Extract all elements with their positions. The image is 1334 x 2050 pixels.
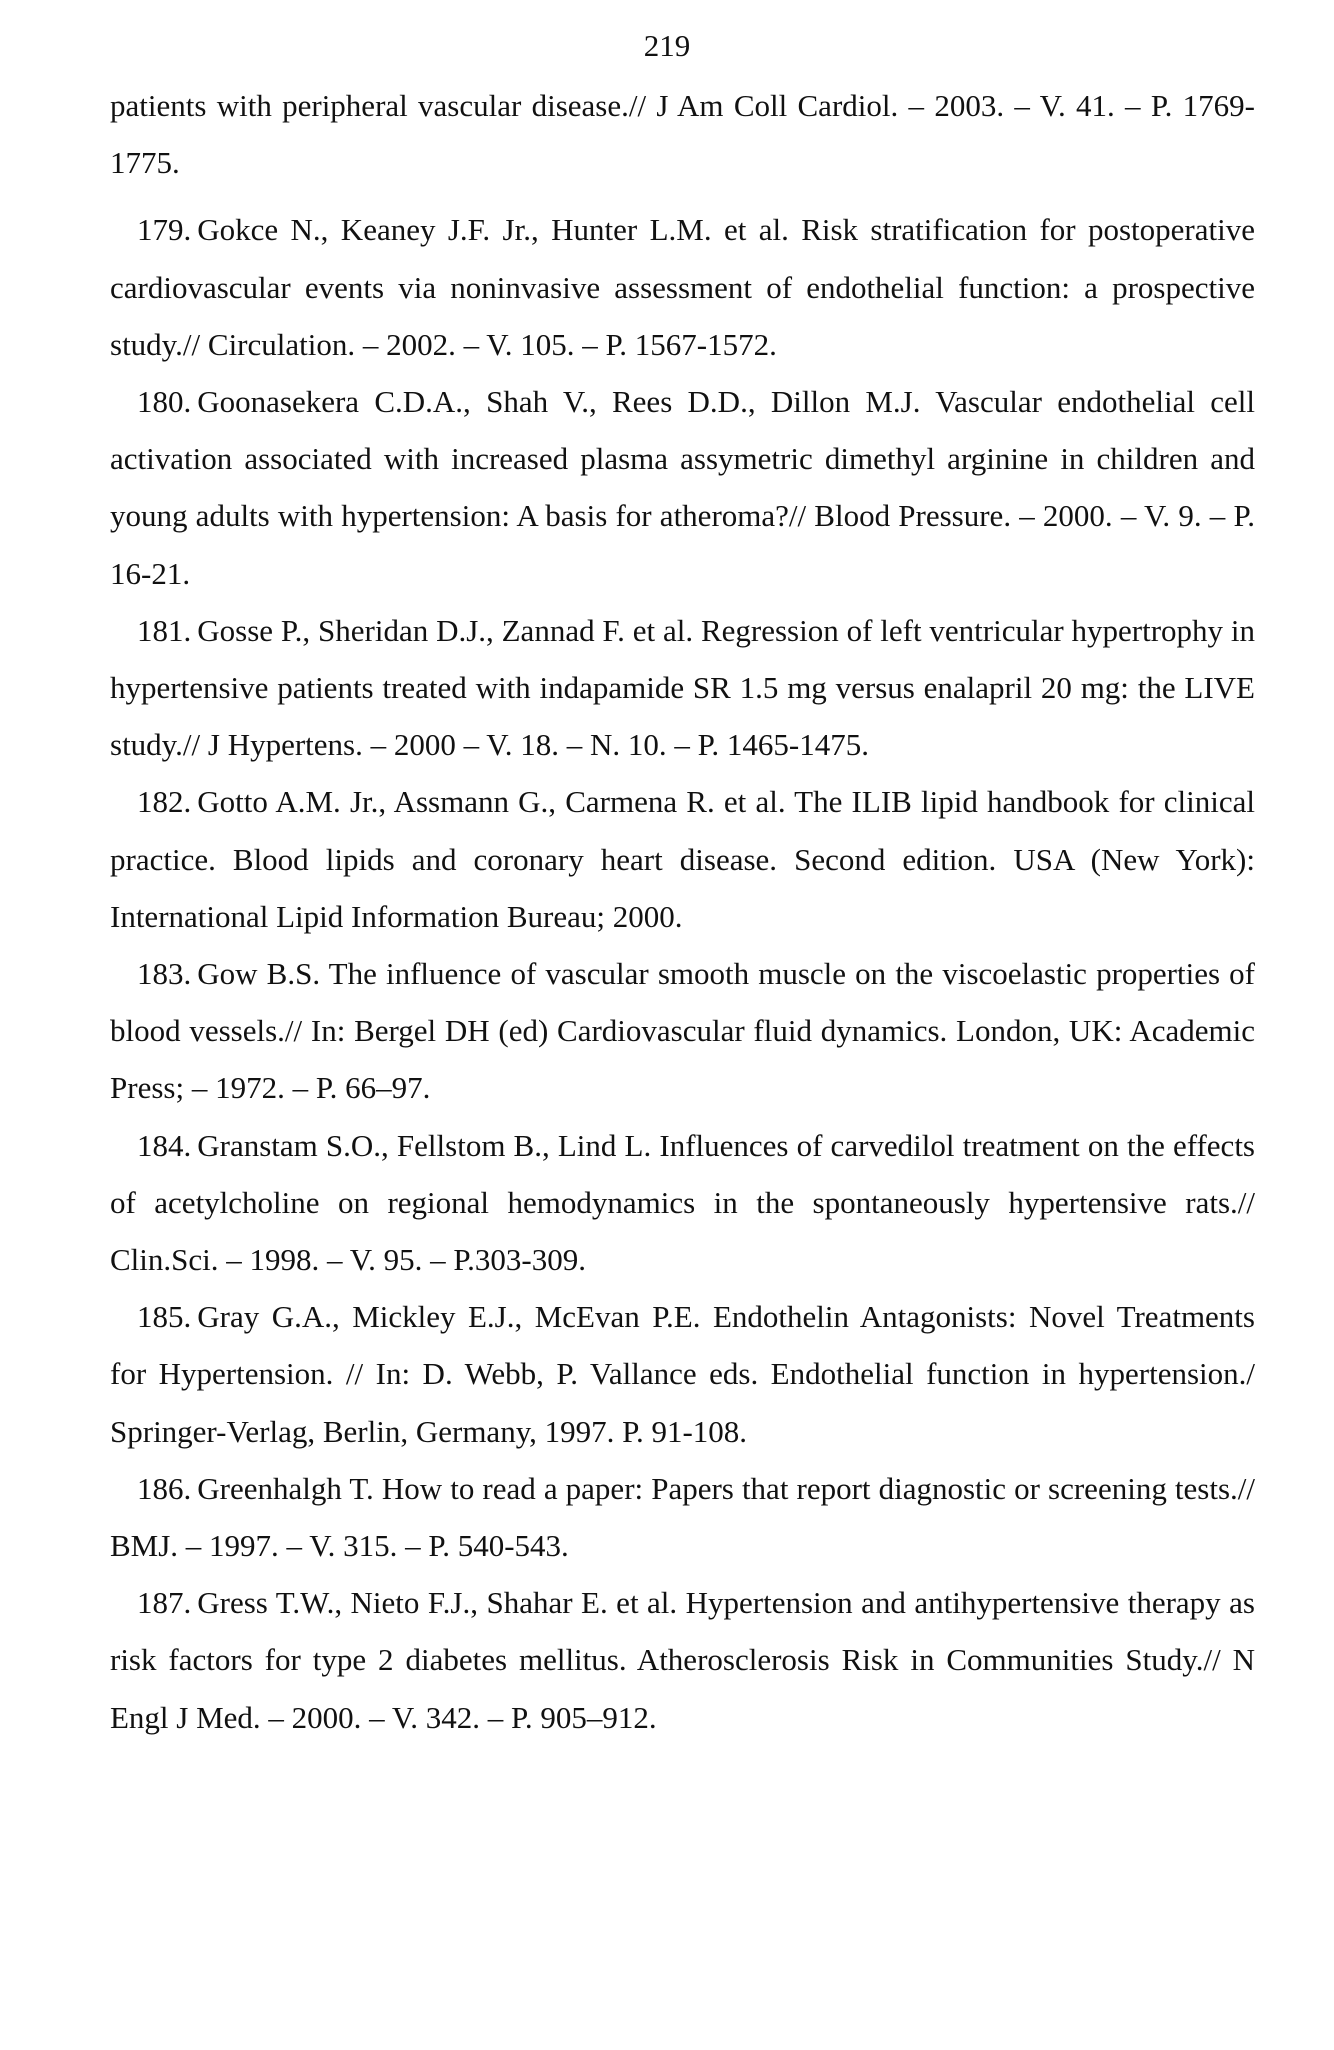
reference-text: Gray G.A., Mickley E.J., McEvan P.E. Endothelin Antagonists: Novel Treatments for Hypertension. // In: D. Webb, P. Vallance eds. Endothelial function in hypertension./ Springer-Verlag, Berlin, Germany, 1997. P. 91-108. bbox=[110, 1299, 1255, 1449]
reference-item bbox=[110, 773, 1255, 945]
reference-text: Gress T.W., Nieto F.J., Shahar E. et al. Hypertension and antihypertensive therapy as risk factors for type 2 diabetes mellitus. Atherosclerosis Risk in Communities Study.// N Engl J Med. – 2000. – V. 342. – P. 905–912. bbox=[110, 1585, 1255, 1735]
reference-item bbox=[110, 602, 1255, 774]
reference-continuation-text: patients with peripheral vascular disease.// J Am Coll Cardiol. – 2003. – V. 41. – P. 1769-1775. bbox=[110, 88, 1255, 181]
reference-number: 182. bbox=[137, 784, 192, 820]
reference-number: 185. bbox=[137, 1299, 192, 1335]
reference-text: Gokce N., Keaney J.F. Jr., Hunter L.M. et al. Risk stratification for postoperative cardiovascular events via noninvasive assessment of endothelial function: a prospective study.// Circulation. – 2002. – V. 105. – P. 1567-1572. bbox=[110, 212, 1255, 362]
reference-item bbox=[110, 201, 1255, 373]
reference-list bbox=[110, 77, 1255, 1746]
reference-number: 180. bbox=[137, 384, 192, 420]
reference-item bbox=[110, 1574, 1255, 1746]
reference-number: 179. bbox=[137, 212, 192, 248]
reference-item bbox=[110, 1460, 1255, 1574]
reference-number: 181. bbox=[137, 612, 192, 648]
reference-text: Granstam S.O., Fellstom B., Lind L. Influences of carvedilol treatment on the effects of acetylcholine on regional hemodynamics in the spontaneously hypertensive rats.// Clin.Sci. – 1998. – V. 95. – P.303-309. bbox=[110, 1127, 1255, 1278]
reference-number: 187. bbox=[137, 1585, 192, 1621]
reference-text: Goonasekera C.D.A., Shah V., Rees D.D., Dillon M.J. Vascular endothelial cell activation associated with increased plasma assymetric dimethyl arginine in children and young adults with hypertension: A basis for atheroma?// Blood Pressure. – 2000. – V. 9. – P. 16-21. bbox=[110, 384, 1255, 591]
reference-continuation bbox=[110, 77, 1255, 191]
reference-entries bbox=[110, 201, 1255, 1745]
reference-item bbox=[110, 373, 1255, 602]
page-number: 219 bbox=[643, 28, 691, 63]
reference-text: Gow B.S. The influence of vascular smooth muscle on the viscoelastic properties of blood vessels.// In: Bergel DH (ed) Cardiovascular fluid dynamics. London, UK: Academic Press; – 1972. – P. 66–97. bbox=[110, 956, 1255, 1106]
reference-text: Gotto A.M. Jr., Assmann G., Carmena R. et al. The ILIB lipid handbook for clinical practice. Blood lipids and coronary heart disease. Second edition. USA (New York): International Lipid Information Bureau; 2000. bbox=[110, 784, 1255, 934]
reference-number: 184. bbox=[137, 1127, 192, 1163]
reference-item bbox=[110, 1288, 1255, 1460]
reference-number: 183. bbox=[137, 956, 192, 992]
reference-number: 186. bbox=[137, 1470, 192, 1506]
reference-item bbox=[110, 1117, 1255, 1289]
reference-text: Greenhalgh T. How to read a paper: Papers that report diagnostic or screening tests.// BMJ. – 1997. – V. 315. – P. 540-543. bbox=[110, 1470, 1255, 1564]
reference-text: Gosse P., Sheridan D.J., Zannad F. et al. Regression of left ventricular hypertrophy in hypertensive patients treated with indapamide SR 1.5 mg versus enalapril 20 mg: the LIVE study.// J Hypertens. – 2000 – V. 18. – N. 10. – P. 1465-1475. bbox=[110, 612, 1255, 763]
reference-item bbox=[110, 945, 1255, 1117]
